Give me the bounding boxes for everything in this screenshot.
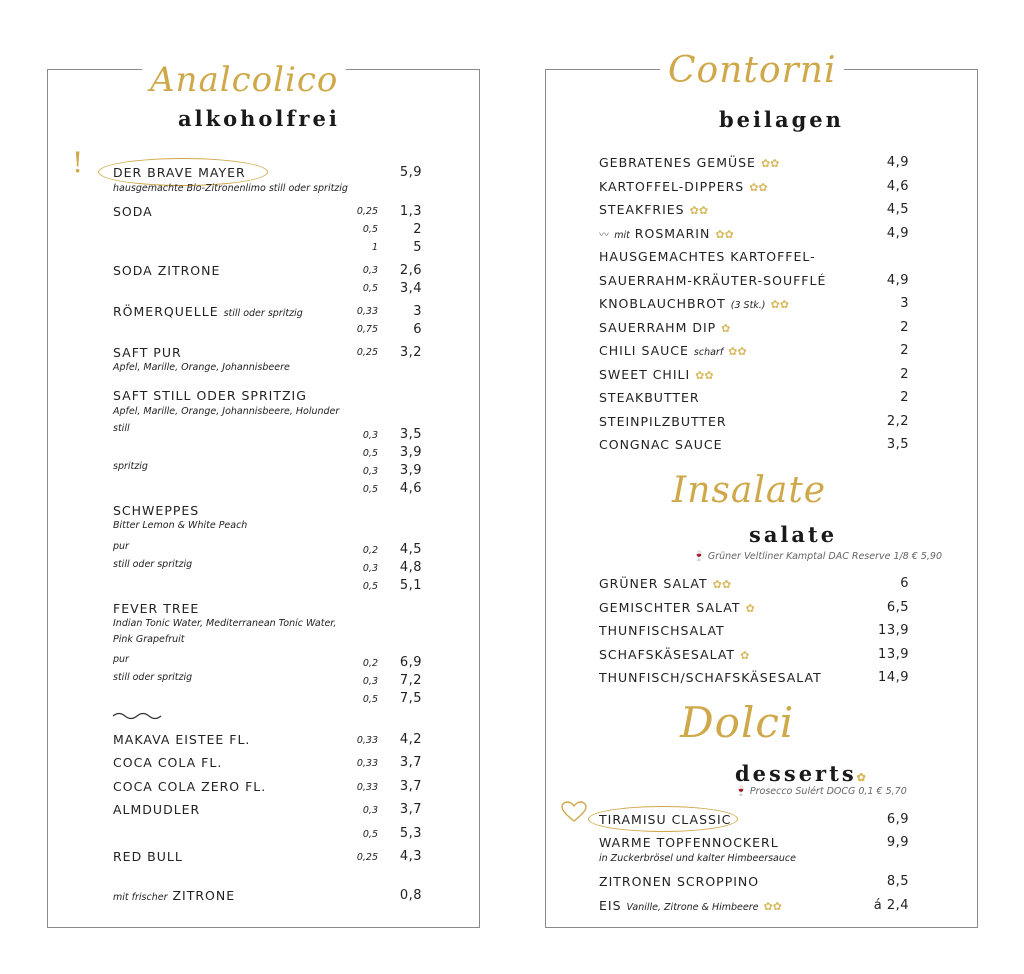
menu-item-qty: 0,3 bbox=[362, 805, 378, 816]
menu-item-price: 3 bbox=[900, 296, 909, 311]
menu-item-name-text: CONGNAC SAUCE bbox=[599, 437, 723, 452]
menu-item-name bbox=[599, 202, 708, 217]
menu-item-qty: 0,3 bbox=[362, 563, 378, 574]
menu-item-price: 4,6 bbox=[399, 481, 422, 496]
analcolico-script-title: Analcolico bbox=[142, 60, 346, 100]
menu-item-price: 3,7 bbox=[399, 755, 422, 770]
menu-item-qty: 0,5 bbox=[362, 448, 378, 459]
menu-item-price: 5,3 bbox=[399, 826, 422, 841]
leaf-icon: ✿✿ bbox=[770, 298, 789, 311]
menu-item-name-text: ROSMARIN bbox=[634, 225, 711, 241]
menu-item-name-text: KARTOFFEL-DIPPERS bbox=[599, 178, 745, 194]
menu-item-price: 6,5 bbox=[886, 599, 909, 615]
menu-item-price: 5 bbox=[413, 240, 422, 255]
beilagen-heading: beilagen bbox=[719, 107, 844, 132]
wine-glass-icon: 🍷 bbox=[735, 786, 747, 797]
desserts-heading bbox=[735, 761, 866, 786]
menu-item-name bbox=[599, 670, 822, 685]
menu-item-qty: 0,25 bbox=[356, 206, 378, 217]
menu-item-price: 3,5 bbox=[886, 437, 909, 452]
menu-item-price: 9,9 bbox=[886, 835, 909, 850]
menu-item-name bbox=[599, 179, 768, 194]
menu-item-price: 8,5 bbox=[886, 874, 909, 889]
contorni-script-title: Contorni bbox=[660, 50, 844, 91]
menu-item-name bbox=[599, 343, 747, 358]
menu-item-price: 2,2 bbox=[886, 413, 909, 429]
menu-item-name-text: SAUERRAHM DIP bbox=[599, 319, 717, 335]
menu-item-price: 5,1 bbox=[399, 578, 422, 593]
leaf-icon: ✿✿ bbox=[695, 368, 714, 382]
menu-item-price: 3,4 bbox=[399, 281, 422, 296]
menu-item-price: 2 bbox=[413, 222, 422, 237]
menu-item-qty: 0,5 bbox=[362, 829, 378, 840]
menu-item-name bbox=[113, 304, 303, 319]
menu-item-price: 4,9 bbox=[886, 155, 909, 170]
menu-item-price: 6,9 bbox=[886, 812, 909, 827]
menu-item-qty: 0,75 bbox=[356, 324, 378, 335]
menu-item-name bbox=[599, 623, 725, 638]
menu-item-name bbox=[599, 600, 755, 615]
menu-item-name bbox=[599, 249, 816, 264]
menu-item-name-text: GEBRATENES GEMÜSE bbox=[599, 155, 756, 170]
wave-icon bbox=[112, 710, 162, 722]
menu-item-desc: Apfel, Marille, Orange, Johannisbeere, Holunder bbox=[113, 406, 340, 417]
menu-item-name-text: GEMISCHTER SALAT bbox=[599, 599, 741, 615]
menu-item-qty: 0,2 bbox=[362, 545, 378, 556]
menu-item-price: 7,2 bbox=[399, 673, 422, 688]
exclamation-icon: ! bbox=[72, 146, 84, 179]
menu-item-name-text: EIS bbox=[599, 898, 622, 913]
menu-item-qty: 0,5 bbox=[362, 581, 378, 592]
menu-item-qty: 0,25 bbox=[356, 852, 378, 863]
menu-item-name-text: STEAKBUTTER bbox=[599, 390, 700, 405]
leaf-icon: ✿✿ bbox=[728, 345, 747, 358]
menu-item-desc: Vanille, Zitrone & Himbeere bbox=[626, 902, 759, 913]
menu-item-price: 3,7 bbox=[399, 779, 422, 794]
menu-item-qty: 0,33 bbox=[356, 306, 378, 317]
insalate-script-title: Insalate bbox=[672, 470, 827, 511]
menu-item-name: MAKAVA EISTEE FL. bbox=[113, 732, 251, 747]
menu-item-name-text: SWEET CHILI bbox=[599, 366, 691, 382]
menu-item-price: 5,9 bbox=[399, 165, 422, 180]
wine-note-text: Prosecco Sulért DOCG 0,1 € 5,70 bbox=[749, 786, 907, 797]
menu-item-name-text: ZITRONE bbox=[172, 888, 236, 903]
menu-item-price: 4,5 bbox=[399, 542, 422, 557]
leaf-icon: ✿✿ bbox=[763, 900, 782, 913]
menu-item-label: spritzig bbox=[113, 461, 148, 472]
menu-item-name: ZITRONEN SCROPPINO bbox=[599, 874, 760, 889]
dolci-script-title: Dolci bbox=[680, 698, 795, 747]
wine-note bbox=[693, 551, 942, 562]
menu-item-qty: 0,5 bbox=[362, 484, 378, 495]
menu-item-price: 3,5 bbox=[399, 427, 422, 442]
desserts-heading-text: desserts bbox=[735, 761, 857, 786]
menu-item-qty: 0,33 bbox=[356, 758, 378, 769]
menu-item-price: 2 bbox=[900, 390, 909, 405]
menu-item-prefix: mit bbox=[614, 229, 630, 241]
menu-item-desc: Pink Grapefruit bbox=[113, 634, 185, 645]
menu-item-suffix: (3 Stk.) bbox=[730, 300, 766, 311]
menu-item-name-text: GRÜNER SALAT bbox=[599, 576, 708, 591]
menu-item-name bbox=[599, 647, 749, 662]
menu-item-label: pur bbox=[113, 654, 129, 665]
menu-item-qty: 0,5 bbox=[362, 283, 378, 294]
menu-item-price: 6,9 bbox=[399, 655, 422, 670]
menu-item-name: FEVER TREE bbox=[113, 601, 200, 616]
menu-item-desc: Apfel, Marille, Orange, Johannisbeere bbox=[113, 362, 290, 373]
menu-item-qty: 0,3 bbox=[362, 430, 378, 441]
menu-item-name bbox=[113, 888, 235, 903]
menu-item-price: 7,5 bbox=[399, 691, 422, 706]
leaf-icon: ✿ bbox=[745, 601, 755, 615]
menu-item-price: 6 bbox=[413, 322, 422, 337]
menu-item-price: 2 bbox=[900, 366, 909, 382]
menu-item-price: á 2,4 bbox=[873, 898, 909, 913]
menu-item-price: 13,9 bbox=[878, 646, 909, 662]
menu-item-price: 3,7 bbox=[399, 802, 422, 817]
leaf-icon: ✿ bbox=[856, 771, 866, 784]
salate-heading: salate bbox=[749, 522, 838, 547]
menu-item-qty: 0,3 bbox=[362, 676, 378, 687]
menu-item-name: DER BRAVE MAYER bbox=[113, 165, 246, 180]
menu-item-price: 4,9 bbox=[886, 225, 909, 241]
menu-item-price: 4,6 bbox=[886, 178, 909, 194]
menu-item-name bbox=[599, 367, 714, 382]
menu-item-qty: 0,3 bbox=[362, 265, 378, 276]
menu-item-name bbox=[599, 155, 779, 170]
menu-item-price: 4,9 bbox=[886, 272, 909, 288]
menu-item-label: pur bbox=[113, 541, 129, 552]
menu-item-price: 2,6 bbox=[399, 263, 422, 278]
menu-item-price: 6 bbox=[900, 576, 909, 591]
menu-item-name-text: STEINPILZBUTTER bbox=[599, 413, 727, 429]
wine-glass-icon: 🍷 bbox=[693, 551, 705, 562]
menu-item-name-text: CHILI SAUCE bbox=[599, 343, 689, 358]
menu-item-name bbox=[599, 273, 826, 288]
menu-item-price: 4,2 bbox=[399, 732, 422, 747]
menu-item-name bbox=[599, 390, 700, 405]
menu-item-desc: Bitter Lemon & White Peach bbox=[113, 520, 248, 531]
menu-item-price: 3,9 bbox=[399, 445, 422, 460]
menu-item-desc: in Zuckerbrösel und kalter Himbeersauce bbox=[599, 853, 796, 864]
menu-item-desc: hausgemachte Bio-Zitronenlimo still oder spritzig bbox=[113, 183, 348, 194]
menu-item-qty: 0,33 bbox=[356, 782, 378, 793]
menu-item-qty: 0,5 bbox=[362, 694, 378, 705]
menu-item-name: COCA COLA FL. bbox=[113, 755, 223, 770]
menu-item-name-text: STEAKFRIES bbox=[599, 202, 685, 217]
menu-item-name bbox=[599, 226, 734, 241]
menu-item-label: still bbox=[113, 423, 130, 434]
menu-item-name-text: KNOBLAUCHBROT bbox=[599, 296, 726, 311]
menu-item-price: 0,8 bbox=[399, 888, 422, 903]
leaf-icon: ✿✿ bbox=[760, 157, 780, 170]
wine-note-text: Grüner Veltliner Kamptal DAC Reserve 1/8 € 5,90 bbox=[707, 551, 943, 562]
menu-item-name: TIRAMISU CLASSIC bbox=[599, 812, 732, 827]
alkoholfrei-panel bbox=[47, 69, 480, 928]
leaf-icon: ✿ bbox=[740, 648, 750, 662]
menu-item-price: 3,9 bbox=[399, 463, 422, 478]
leaf-icon: ✿✿ bbox=[712, 578, 732, 591]
menu-item-name: RED BULL bbox=[113, 849, 183, 864]
wave-icon: 〰 bbox=[599, 229, 615, 241]
menu-item-name: SAFT STILL ODER SPRITZIG bbox=[113, 388, 307, 403]
menu-item-label: still oder spritzig bbox=[113, 672, 193, 683]
menu-item-qty: 0,25 bbox=[356, 347, 378, 358]
menu-item-name-text: RÖMERQUELLE bbox=[113, 304, 219, 319]
menu-item-name: SCHWEPPES bbox=[113, 503, 200, 518]
menu-item-price: 3 bbox=[413, 304, 422, 319]
menu-item-name-text: THUNFISCH/SCHAFSKÄSESALAT bbox=[599, 670, 822, 685]
menu-item-name-text: THUNFISCHSALAT bbox=[599, 623, 725, 638]
menu-item-price: 13,9 bbox=[878, 623, 909, 638]
wine-note bbox=[735, 786, 907, 797]
alkoholfrei-heading: alkoholfrei bbox=[178, 106, 340, 131]
menu-item-name: SAFT PUR bbox=[113, 345, 182, 360]
menu-item-label: still oder spritzig bbox=[113, 559, 193, 570]
menu-item-name: WARME TOPFENNOCKERL bbox=[599, 835, 779, 850]
menu-item-qty: 0,3 bbox=[362, 466, 378, 477]
heart-icon bbox=[561, 801, 587, 823]
menu-item-name-text: SCHAFSKÄSESALAT bbox=[599, 646, 736, 662]
leaf-icon: ✿✿ bbox=[715, 227, 734, 241]
menu-item-price: 4,5 bbox=[886, 202, 909, 217]
menu-item-name bbox=[599, 437, 722, 452]
menu-item-qty: 0,5 bbox=[362, 224, 378, 235]
menu-item-name bbox=[599, 320, 730, 335]
menu-item-desc: Indian Tonic Water, Mediterranean Tonic Water, bbox=[113, 618, 337, 629]
menu-item-price: 4,8 bbox=[399, 560, 422, 575]
menu-item-name: SODA bbox=[113, 204, 153, 219]
leaf-icon: ✿✿ bbox=[689, 204, 709, 217]
menu-item-name: COCA COLA ZERO FL. bbox=[113, 779, 267, 794]
menu-item-qty: 1 bbox=[371, 242, 378, 253]
menu-item-name: SODA ZITRONE bbox=[113, 263, 221, 278]
menu-item-name bbox=[599, 414, 727, 429]
menu-item-price: 14,9 bbox=[878, 670, 909, 685]
menu-item-name bbox=[599, 898, 782, 913]
menu-item-prefix: mit frischer bbox=[113, 892, 168, 903]
menu-item-name bbox=[599, 576, 731, 591]
menu-item-qty: 0,33 bbox=[356, 735, 378, 746]
menu-item-price: 4,3 bbox=[399, 849, 422, 864]
menu-item-price: 1,3 bbox=[399, 204, 422, 219]
menu-item-name bbox=[599, 296, 789, 311]
menu-item-suffix: scharf bbox=[693, 347, 724, 358]
menu-item-suffix: still oder spritzig bbox=[223, 308, 303, 319]
menu-item-name-text: SAUERRAHM-KRÄUTER-SOUFFLÉ bbox=[599, 272, 827, 288]
menu-item-qty: 0,2 bbox=[362, 658, 378, 669]
menu-item-price: 2 bbox=[900, 319, 909, 335]
menu-item-price: 2 bbox=[900, 343, 909, 358]
menu-item-name-text: HAUSGEMACHTES KARTOFFEL- bbox=[599, 249, 816, 264]
leaf-icon: ✿ bbox=[721, 321, 731, 335]
leaf-icon: ✿✿ bbox=[749, 180, 768, 194]
menu-item-price: 3,2 bbox=[399, 345, 422, 360]
menu-item-name: ALMDUDLER bbox=[113, 802, 201, 817]
